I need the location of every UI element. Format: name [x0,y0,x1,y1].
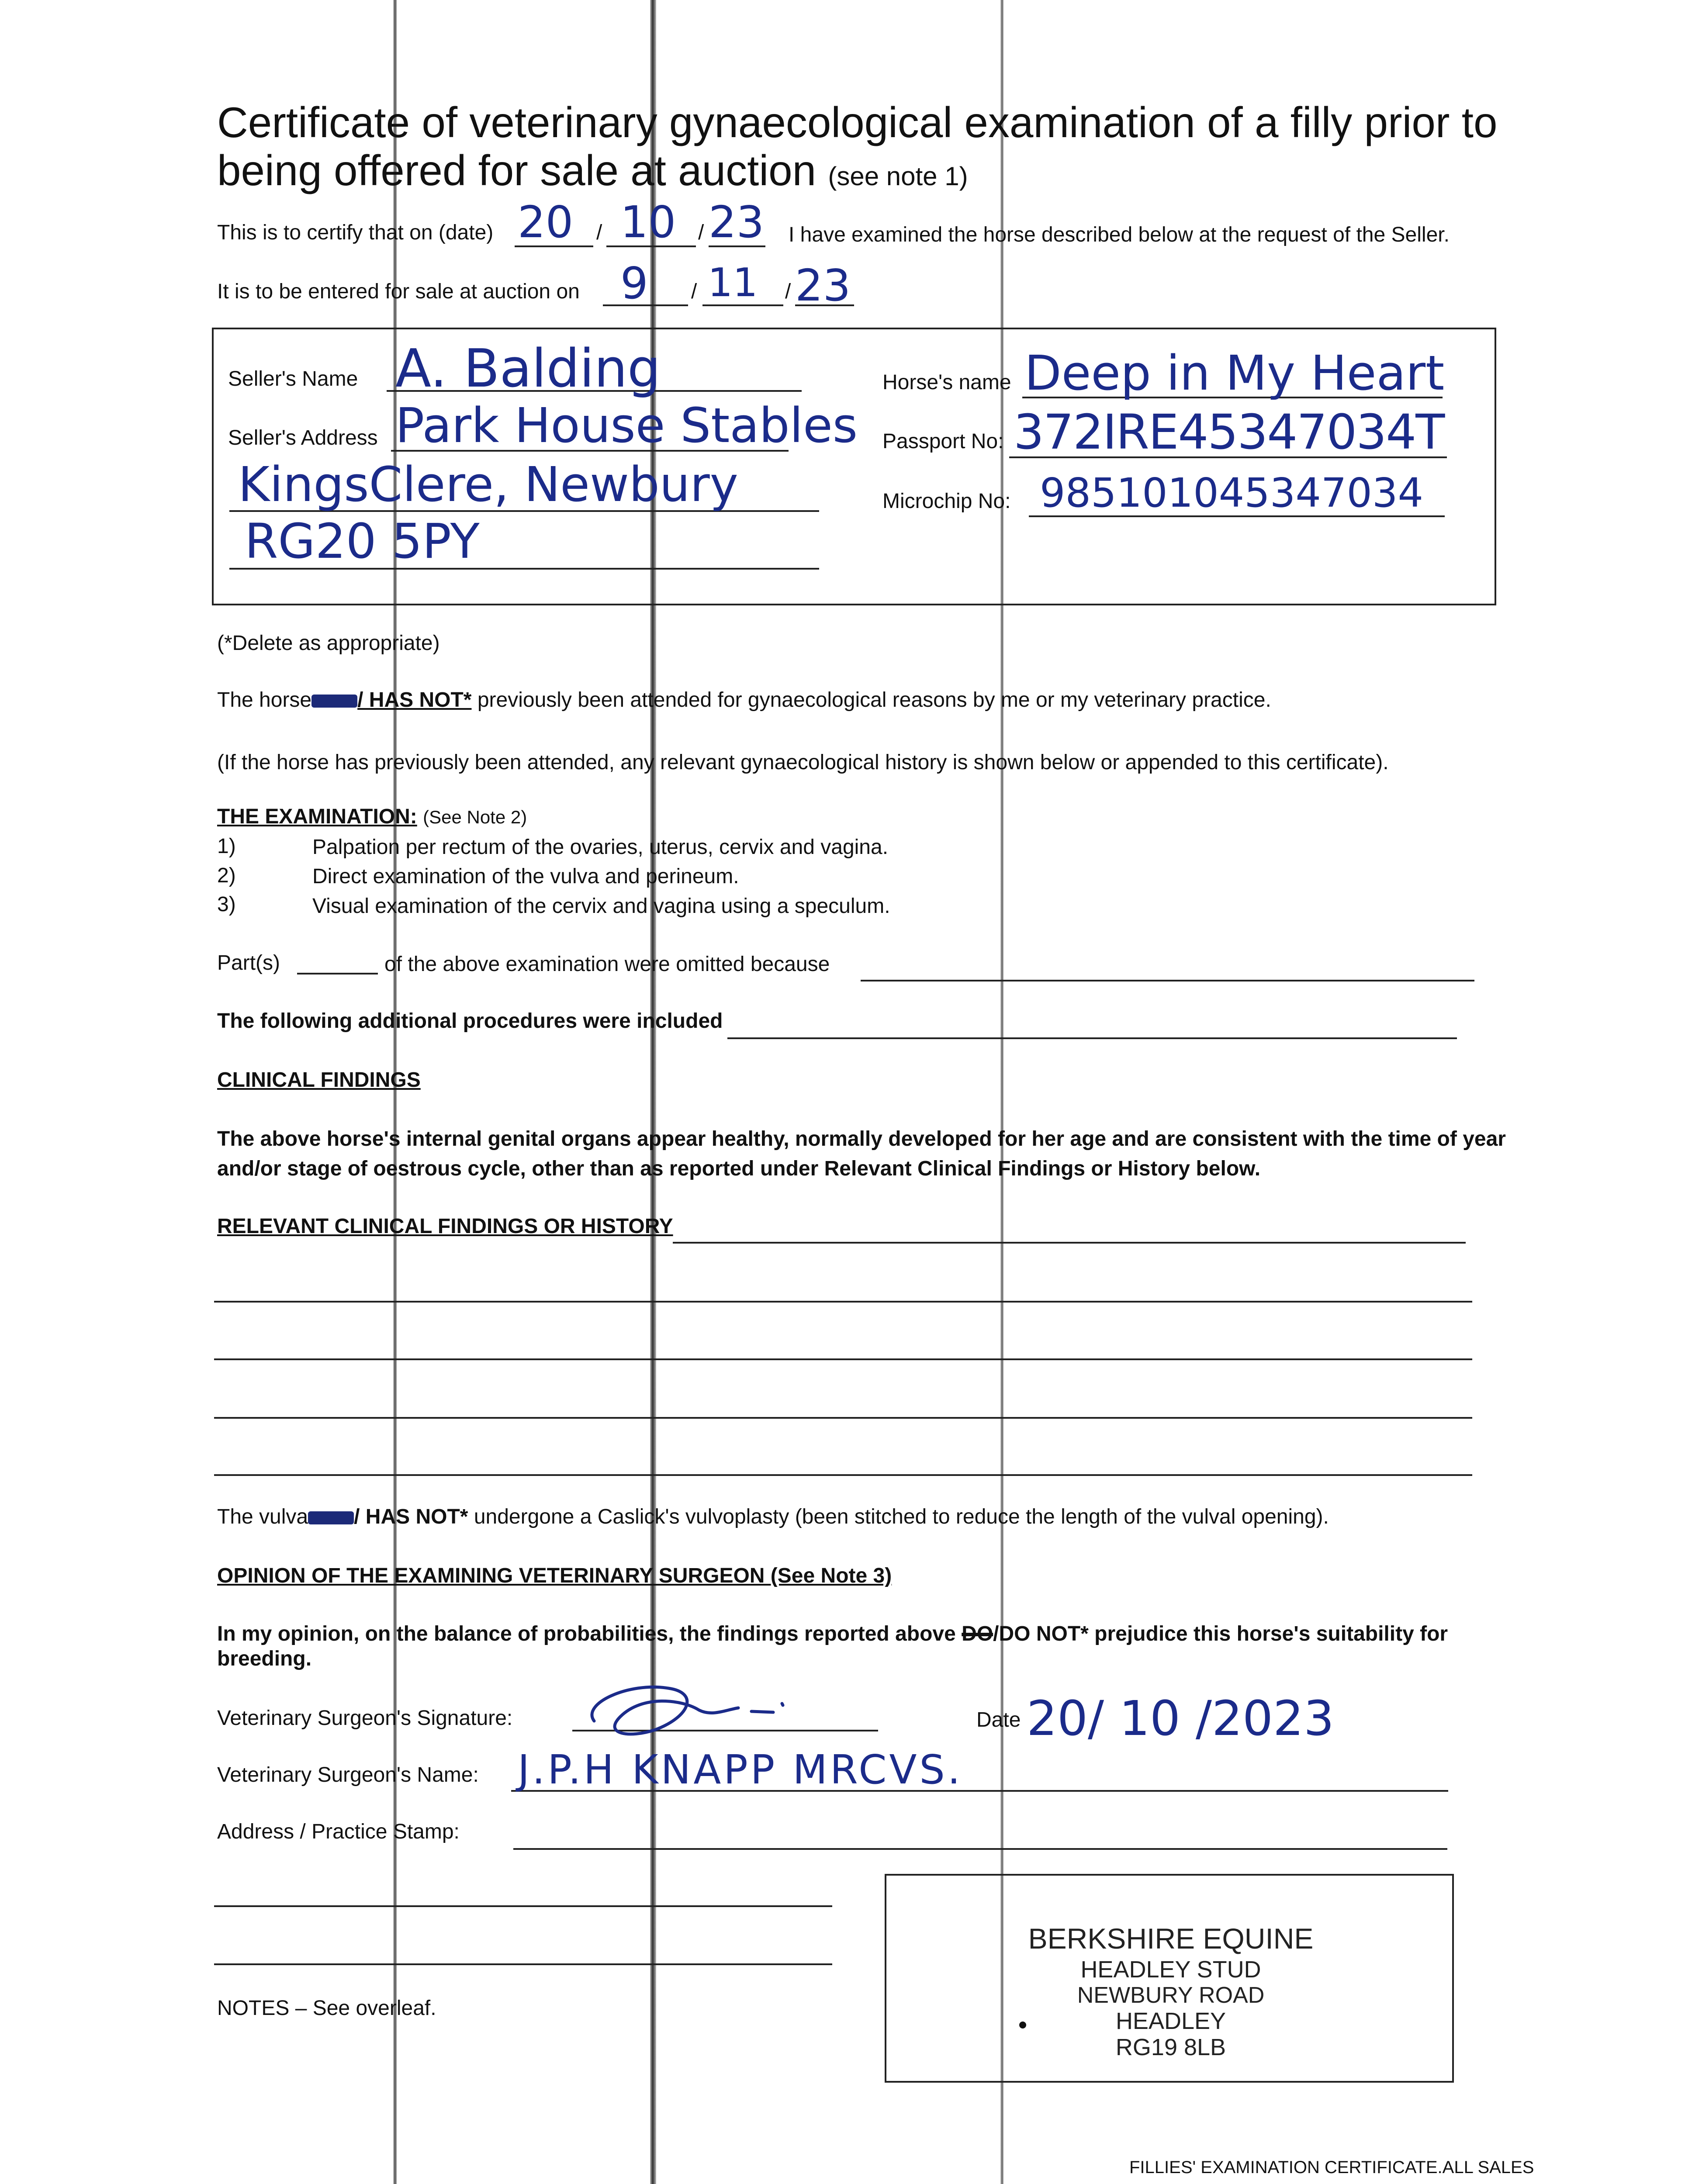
microchip-label: Microchip No: [882,490,1011,513]
auction-day: 9 [620,258,648,309]
signature-scribble [568,1669,786,1747]
exam-item-text: Direct examination of the vulva and perineum. [312,865,739,888]
omitted-reason-line [861,980,1474,981]
relevant-line [214,1301,1472,1303]
auction-prefix: It is to be entered for sale at auction on [217,280,580,303]
vulva-suffix: undergone a Caslick's vulvoplasty (been stitched to reduce the length of the vulval opening). [474,1505,1329,1528]
seller-address-label: Seller's Address [228,426,378,449]
relevant-line [673,1242,1466,1244]
omitted-parts-line [297,973,378,975]
horse-name: Deep in My Heart [1024,345,1445,401]
omitted-prefix: Part(s) [217,951,280,975]
stamp-line-3: NEWBURY ROAD [1077,1983,1265,2008]
certify-suffix: I have examined the horse described below at the request of the Seller. [789,223,1450,246]
stamp-line-1: BERKSHIRE EQUINE [1028,1922,1314,1955]
certify-prefix: This is to certify that on (date) [217,221,494,244]
opinion-struck: DO [962,1622,993,1645]
vulva-prefix: The vulva [217,1505,308,1528]
address-stamp-label: Address / Practice Stamp: [217,1820,460,1843]
examination-heading [217,805,527,829]
signature-label: Veterinary Surgeon's Signature: [217,1707,513,1730]
attended-status: / HAS NOT* [357,688,472,712]
relevant-line [214,1358,1472,1360]
stamp-line-5: RG19 8LB [1115,2034,1226,2060]
vulva-line [217,1505,1329,1529]
title-text: Certificate of veterinary gynaecological examination of a filly prior to being offered for sale at auction [217,98,1498,194]
additional-label: The following additional procedures were included [217,1009,723,1033]
seller-name: A. Balding [395,339,661,399]
relevant-heading: RELEVANT CLINICAL FINDINGS OR HISTORY [217,1215,673,1238]
vet-date: 20/ 10 /2023 [1027,1690,1334,1746]
clinical-heading: CLINICAL FINDINGS [217,1068,421,1092]
additional-line [727,1037,1457,1039]
certify-sep: / [596,221,602,244]
opinion-line-1 [217,1622,1448,1646]
omitted-middle: of the above examination were omitted because [384,953,830,976]
examination-heading-text: THE EXAMINATION: [217,805,417,828]
examination-heading-note: (See Note 2) [423,807,527,827]
opinion-suffix: /DO NOT* prejudice this horse's suitability for [993,1622,1448,1645]
certify-year: 23 [709,197,765,248]
vulva-status: / HAS NOT* [354,1505,468,1528]
exam-item-num: 1) [217,835,236,858]
exam-item-num: 2) [217,864,236,887]
relevant-line [214,1417,1472,1419]
auction-year: 23 [795,260,851,311]
address-line [214,1905,832,1907]
history-note: (If the horse has previously been attended, any relevant gynaecological history is shown below or appended to this certificate). [217,751,1389,774]
exam-item-text: Visual examination of the cervix and vagina using a speculum. [312,895,890,918]
exam-item-num: 3) [217,893,236,916]
opinion-line-2: breeding. [217,1647,312,1670]
stamp-line-2: HEADLEY STUD [1080,1956,1261,1983]
address-line [513,1848,1447,1850]
redaction-mark [311,695,357,708]
delete-note: (*Delete as appropriate) [217,632,440,655]
footer-text: FILLIES' EXAMINATION CERTIFICATE.ALL SALES [1129,2158,1534,2177]
seller-address-1: Park House Stables [395,397,858,453]
seller-address-2: KingsClere, Newbury [238,456,738,512]
redaction-mark [308,1511,354,1524]
passport-label: Passport No: [882,430,1004,453]
relevant-line [214,1474,1472,1476]
vet-name: J.P.H KNAPP MRCVS. [518,1746,963,1793]
horse-name-label: Horse's name [882,371,1011,394]
certify-sep: / [698,221,704,244]
microchip-number: 985101045347034 [1040,470,1423,516]
attended-suffix: previously been attended for gynaecological reasons by me or my veterinary practice. [477,688,1271,712]
exam-item-text: Palpation per rectum of the ovaries, uterus, cervix and vagina. [312,836,889,859]
opinion-heading: OPINION OF THE EXAMINING VETERINARY SURGEON (See Note 3) [217,1564,892,1587]
vet-name-label: Veterinary Surgeon's Name: [217,1763,479,1787]
certificate-title [217,98,1528,200]
seller-name-label: Seller's Name [228,367,358,390]
attended-prefix: The horse [217,688,312,712]
auction-sep: / [785,280,791,303]
passport-number: 372IRE45347034T [1014,404,1444,460]
notes-line: NOTES – See overleaf. [217,1997,436,2020]
clinical-statement-2: and/or stage of oestrous cycle, other than as reported under Relevant Clinical Findings or History below. [217,1157,1261,1180]
stamp-dot [1019,2022,1026,2028]
clinical-statement-1: The above horse's internal genital organs appear healthy, normally developed for her age and are consistent with the time of year [217,1127,1506,1151]
stamp-line-4: HEADLEY [1115,2008,1226,2034]
seller-address-3: RG20 5PY [245,513,480,569]
certify-day: 20 [518,197,574,248]
title-note: (see note 1) [828,162,968,191]
opinion-prefix: In my opinion, on the balance of probabilities, the findings reported above [217,1622,956,1645]
certify-month: 10 [620,197,676,248]
date-label: Date [976,1708,1021,1731]
address-line [214,1963,832,1965]
attended-line [217,688,1271,712]
auction-sep: / [691,280,697,303]
auction-month: 11 [708,260,758,306]
